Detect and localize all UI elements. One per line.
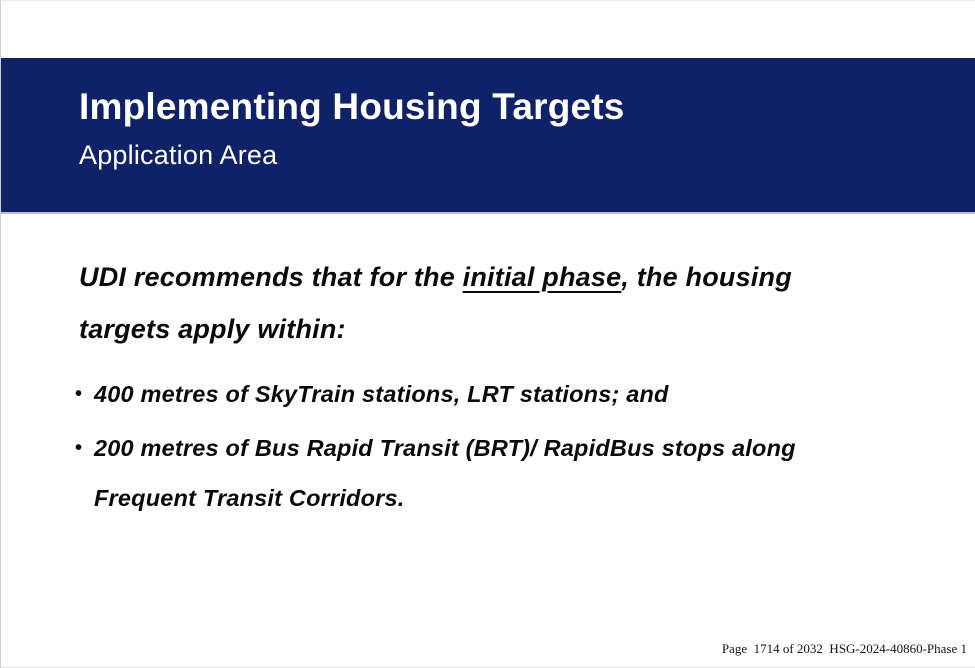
bullet-list [75, 369, 939, 523]
slide-subtitle: Application Area [79, 139, 278, 170]
page-footer-stamp: Page 1714 of 2032 HSG-2024-40860-Phase 1 [721, 641, 967, 656]
lead-text-after: , the housing targets apply within: [79, 262, 792, 344]
lead-paragraph [79, 251, 879, 355]
bullet-text: 200 metres of Bus Rapid Transit (BRT)/ RapidBus stops along Frequent Transit Corridors. [94, 435, 796, 511]
list-item [75, 423, 939, 523]
lead-text-before: UDI recommends that for the [79, 262, 463, 292]
slide-body [75, 251, 939, 527]
lead-text-underlined: initial phase [462, 262, 622, 292]
bullet-text: 400 metres of SkyTrain stations, LRT stations; and [94, 381, 669, 407]
bullet-icon: • [75, 437, 83, 459]
slide-title: Implementing Housing Targets [79, 86, 625, 127]
list-item [75, 369, 939, 419]
title-banner [1, 58, 975, 214]
bullet-icon: • [75, 383, 83, 405]
